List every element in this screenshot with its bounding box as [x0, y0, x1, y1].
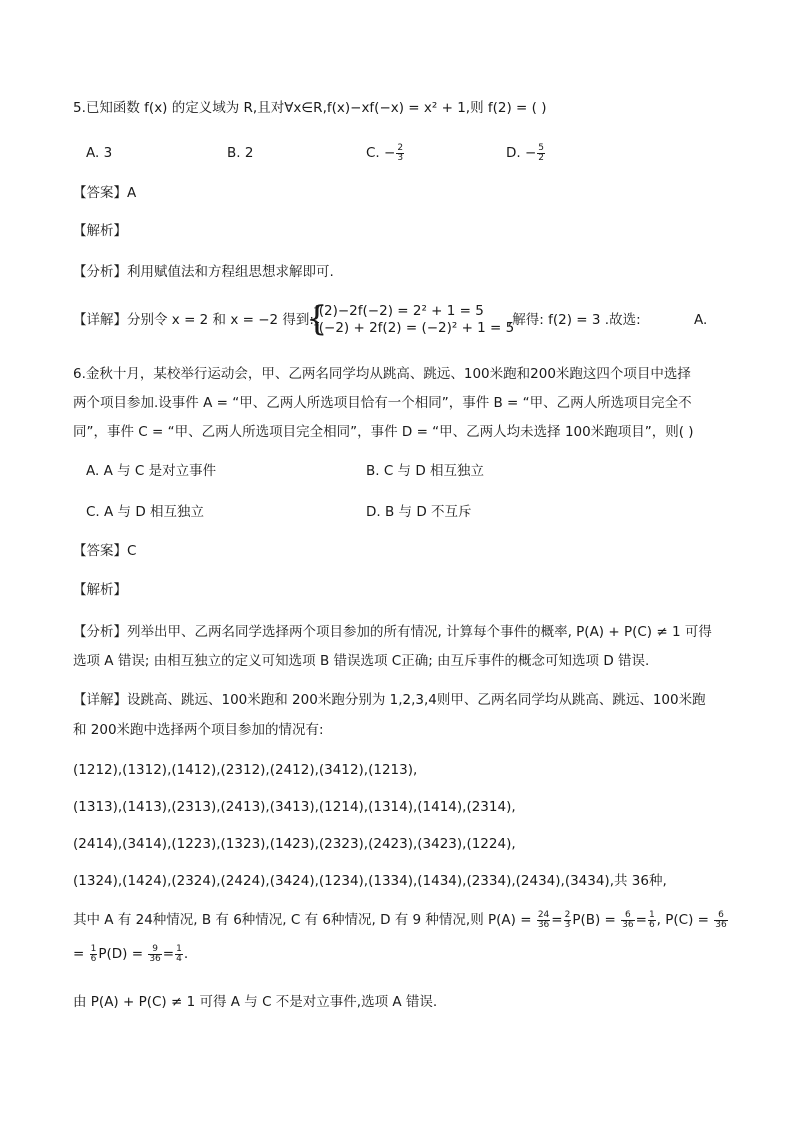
q5-option-c: C. − $\frac{2}{3}$	[366, 142, 404, 163]
q5-analysis-head: 【解析】	[73, 223, 127, 239]
q5-option-a: A. 3	[86, 145, 113, 161]
q5-equation-2: f(−2) + 2f(2) = (−2)² + 1 = 5	[314, 320, 515, 336]
fraction: $\frac{9}{36}$	[149, 943, 161, 964]
q6-answer: 【答案】C	[73, 543, 137, 559]
q5-stem: 5.已知函数 f(x) 的定义域为 R,且对∀x∈R,f(x)−xf(−x) = x² + 1,则 f(2) = ( )	[73, 100, 547, 116]
q6-stem-line-3: 同”，事件 C = “甲、乙两人所选项目完全相同”，事件 D = “甲、乙两人均未选择 100米跑项目”，则( )	[73, 424, 694, 440]
q5-option-d: D. − $\frac{5}{2}$	[506, 142, 545, 163]
q6-stem-line-2: 两个项目参加.设事件 A = “甲、乙两人所选项目恰有一个相同”，事件 B = “甲、乙两人所选项目完全不	[73, 395, 692, 411]
q6-cases-line-1: (1212),(1312),(1412),(2312),(2412),(3412),(1213),	[73, 762, 418, 778]
q6-analysis-head: 【解析】	[73, 582, 127, 598]
q5-option-b: B. 2	[227, 145, 254, 161]
fraction: $\frac{2}{3}$	[564, 909, 571, 930]
fraction: $\frac{1}{6}$	[648, 909, 655, 930]
q5-answer: 【答案】A	[73, 185, 137, 201]
q6-detail-line-1: 【详解】设跳高、跳远、100米跑和 200米跑分别为 1,2,3,4则甲、乙两名同学均从跳高、跳远、100米跑	[73, 692, 706, 708]
q6-conclusion: 由 P(A) + P(C) ≠ 1 可得 A 与 C 不是对立事件,选项 A 错误.	[73, 994, 438, 1010]
q6-cases-line-2: (1313),(1413),(2313),(2413),(3413),(1214),(1314),(1414),(2314),	[73, 799, 516, 815]
q6-cases-line-3: (2414),(3414),(1223),(1323),(1423),(2323),(2423),(3423),(1224),	[73, 836, 516, 852]
q6-probability-line-2: = $\frac{1}{6}$ P(D) = $\frac{9}{36}$ = $\frac{1}{4}$ .	[73, 943, 189, 964]
q5-detail-choice: A.	[694, 312, 708, 328]
q5-detail-suffix: ,解得: f(2) = 3 .故选:	[508, 312, 641, 328]
q6-analysis-line-1: 【分析】列举出甲、乙两名同学选择两个项目参加的所有情况, 计算每个事件的概率, P(A) + P(C) ≠ 1 可得	[73, 624, 712, 640]
q5-detail-prefix: 【详解】分别令 x = 2 和 x = −2 得到:	[73, 312, 314, 328]
q6-probability-line-1: 其中 A 有 24种情况, B 有 6种情况, C 有 6种情况, D 有 9 种情况,则 P(A) = $\frac{24}{36}$ = $\frac{2}{3}$ P(B) = $\frac{6}{36}$ = $\frac{1}{6}$ , P(C) = $\frac{6}{36}$	[73, 909, 727, 930]
q6-detail-line-2: 和 200米跑中选择两个项目参加的情况有:	[73, 722, 324, 738]
q5-equation-1: f(2)−2f(−2) = 2² + 1 = 5	[314, 303, 484, 319]
fraction: $\frac{24}{36}$	[537, 909, 550, 930]
brace-icon: {	[306, 299, 328, 339]
q6-analysis-line-2: 选项 A 错误; 由相互独立的定义可知选项 B 错误选项 C正确; 由互斥事件的概念可知选项 D 错误.	[73, 653, 650, 669]
q6-cases-line-4: (1324),(1424),(2324),(2424),(3424),(1234),(1334),(1434),(2334),(2434),(3434),共 36种,	[73, 873, 667, 889]
fraction: $\frac{1}{6}$	[90, 943, 97, 964]
fraction: $\frac{6}{36}$	[622, 909, 634, 930]
q6-option-d: D. B 与 D 不互斥	[366, 504, 472, 520]
q6-option-c: C. A 与 D 相互独立	[86, 504, 205, 520]
q6-option-a: A. A 与 C 是对立事件	[86, 463, 217, 479]
fraction: $\frac{1}{4}$	[176, 943, 182, 964]
q6-option-b: B. C 与 D 相互独立	[366, 463, 485, 479]
q5-analysis: 【分析】利用赋值法和方程组思想求解即可.	[73, 264, 334, 280]
fraction: $\frac{6}{36}$	[715, 909, 727, 930]
q6-stem-line-1: 6.金秋十月，某校举行运动会，甲、乙两名同学均从跳高、跳远、100米跑和200米跑这四个项目中选择	[73, 366, 691, 382]
